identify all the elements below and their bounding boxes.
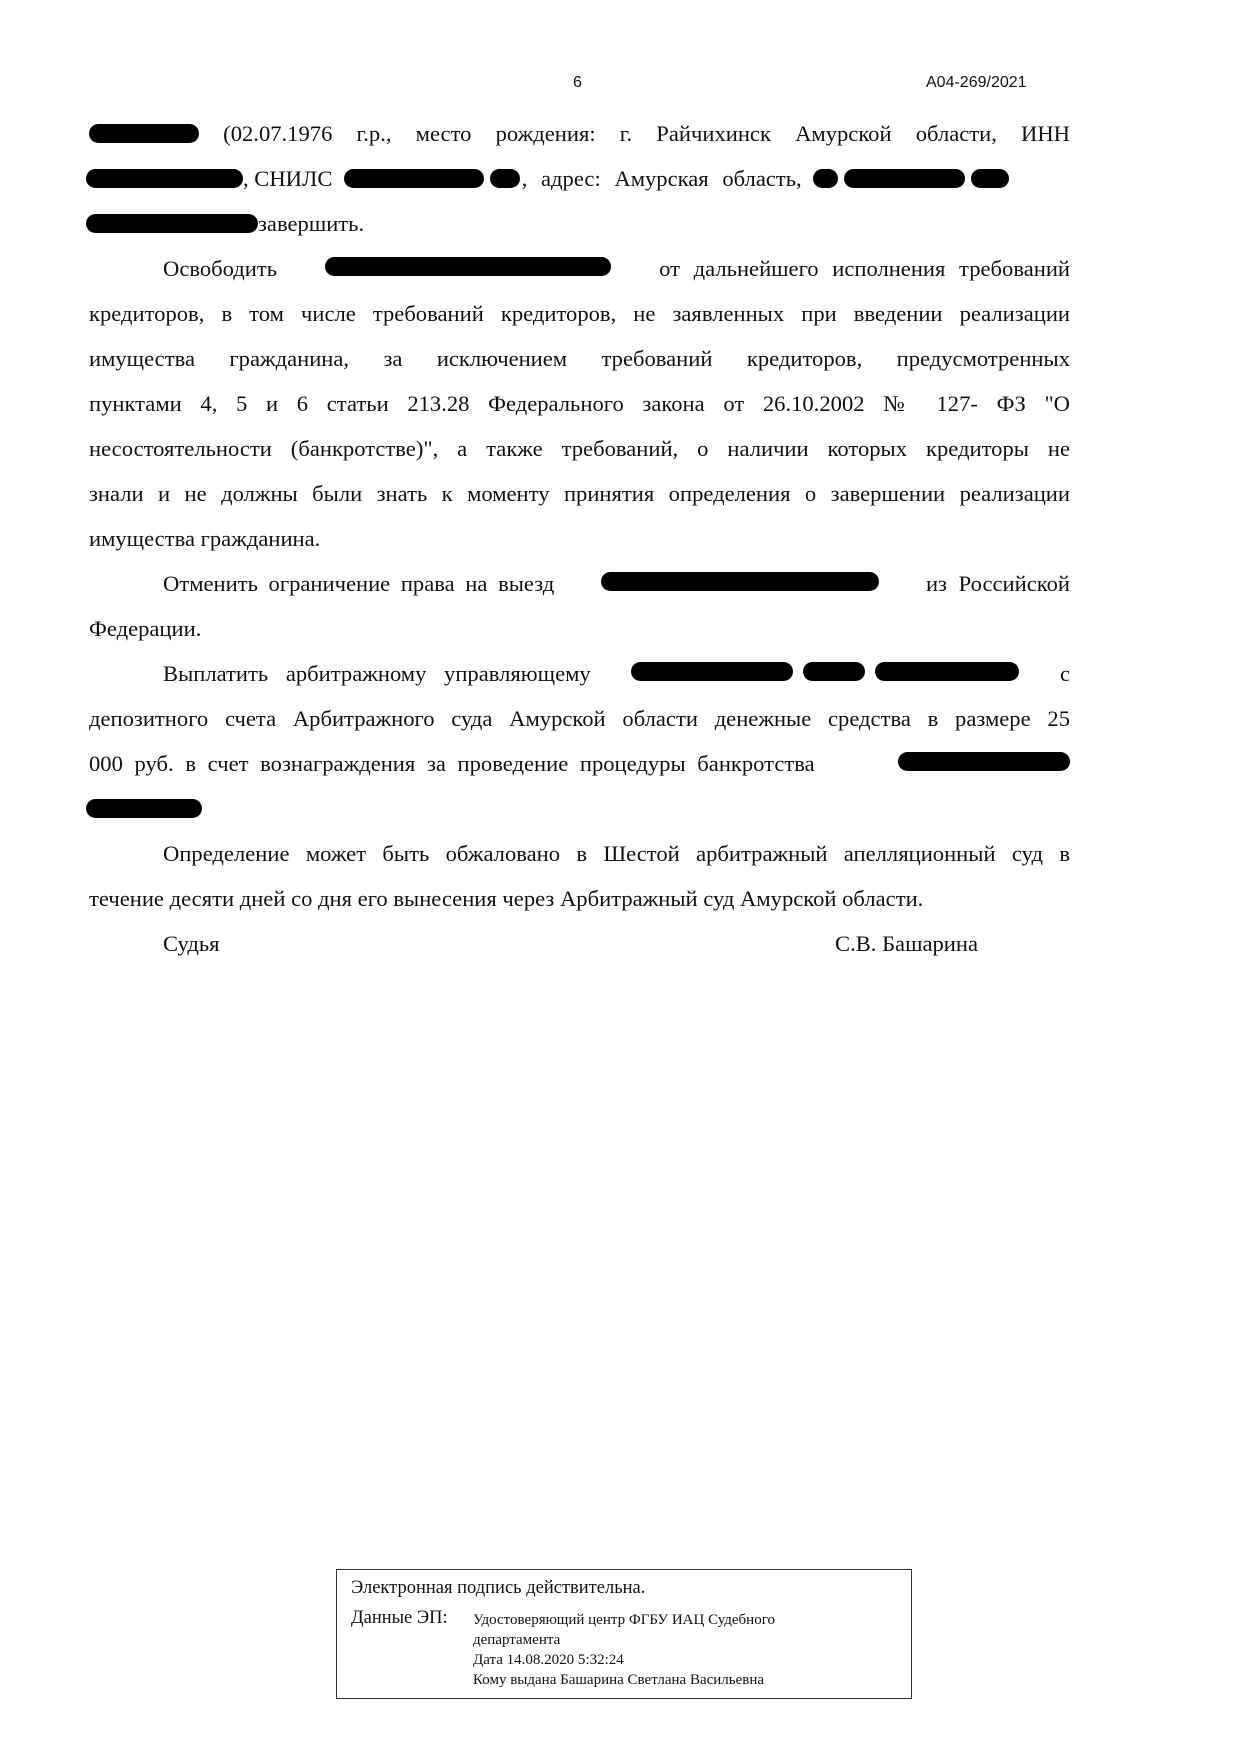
- body-line: [163, 570, 1070, 598]
- body-line: [163, 255, 1070, 283]
- redaction: [86, 799, 202, 818]
- redaction: [875, 662, 1019, 681]
- body-line: [163, 660, 1070, 688]
- body-line: [86, 210, 364, 238]
- signature-issuer: Удостоверяющий центр ФГБУ ИАЦ Судебного: [473, 1612, 775, 1628]
- body-text: Отменить ограничение права на выезд: [163, 571, 555, 596]
- redaction: [86, 169, 243, 188]
- judge-name: С.В. Башарина: [835, 931, 979, 956]
- body-line: пунктами 4, 5 и 6 статьи 213.28 Федерального закона от 26.10.2002 № 127- ФЗ "О: [89, 391, 1070, 416]
- body-text: с: [1059, 661, 1070, 686]
- body-line: знали и не должны были знать к моменту принятия определения о завершении реализации: [89, 481, 1070, 506]
- redaction: [971, 169, 1009, 188]
- redaction: [631, 662, 793, 681]
- judge-label: Судья: [163, 931, 220, 956]
- body-text: из Российской: [925, 571, 1070, 596]
- redaction: [898, 752, 1070, 771]
- signature-box: [336, 1569, 912, 1699]
- page-number: 6: [573, 74, 582, 91]
- body-text: завершить.: [258, 211, 365, 236]
- redaction: [89, 124, 199, 143]
- redaction: [86, 214, 258, 233]
- redaction: [325, 257, 611, 276]
- body-text: (02.07.1976 г.р., место рождения: г. Райчихинск Амурской области, ИНН: [223, 121, 1070, 146]
- signature-date: Дата 14.08.2020 5:32:24: [473, 1652, 624, 1668]
- redaction: [490, 169, 520, 188]
- signature-owner: Кому выдана Башарина Светлана Васильевна: [473, 1672, 765, 1688]
- body-text: , СНИЛС: [243, 166, 333, 191]
- redaction: [601, 572, 879, 591]
- body-text: Освободить: [163, 256, 278, 281]
- body-line: кредиторов, в том числе требований кредиторов, не заявленных при введении реализации: [89, 301, 1070, 326]
- redaction: [844, 169, 965, 188]
- redaction: [803, 662, 865, 681]
- signature-issuer-cont: департамента: [473, 1632, 561, 1648]
- body-line: течение десяти дней со дня его вынесения через Арбитражный суд Амурской области.: [89, 886, 924, 911]
- body-line: Определение может быть обжаловано в Шестой арбитражный апелляционный суд в: [163, 841, 1070, 866]
- body-text: 000 руб. в счет вознаграждения за проведение процедуры банкротства: [89, 751, 815, 776]
- body-line: [89, 750, 1070, 778]
- case-number: А04-269/2021: [926, 74, 1027, 91]
- signature-title: Электронная подпись действительна.: [351, 1578, 646, 1598]
- body-line: [86, 795, 202, 823]
- body-line: [89, 120, 1070, 148]
- body-line: Федерации.: [89, 616, 202, 641]
- body-line: несостоятельности (банкротстве)", а также требований, о наличии которых кредиторы не: [89, 436, 1070, 461]
- body-text: Выплатить арбитражному управляющему: [163, 661, 591, 686]
- body-text: от дальнейшего исполнения требований: [659, 256, 1070, 281]
- body-line: имущества гражданина, за исключением требований кредиторов, предусмотренных: [89, 346, 1070, 371]
- redaction: [344, 169, 484, 188]
- redaction: [813, 169, 838, 188]
- body-line: [86, 165, 1009, 193]
- body-text: , адрес: Амурская область,: [521, 166, 802, 191]
- body-line: депозитного счета Арбитражного суда Амурской области денежные средства в размере 25: [89, 706, 1070, 731]
- body-line: имущества гражданина.: [89, 526, 321, 551]
- signature-label: Данные ЭП:: [351, 1608, 448, 1628]
